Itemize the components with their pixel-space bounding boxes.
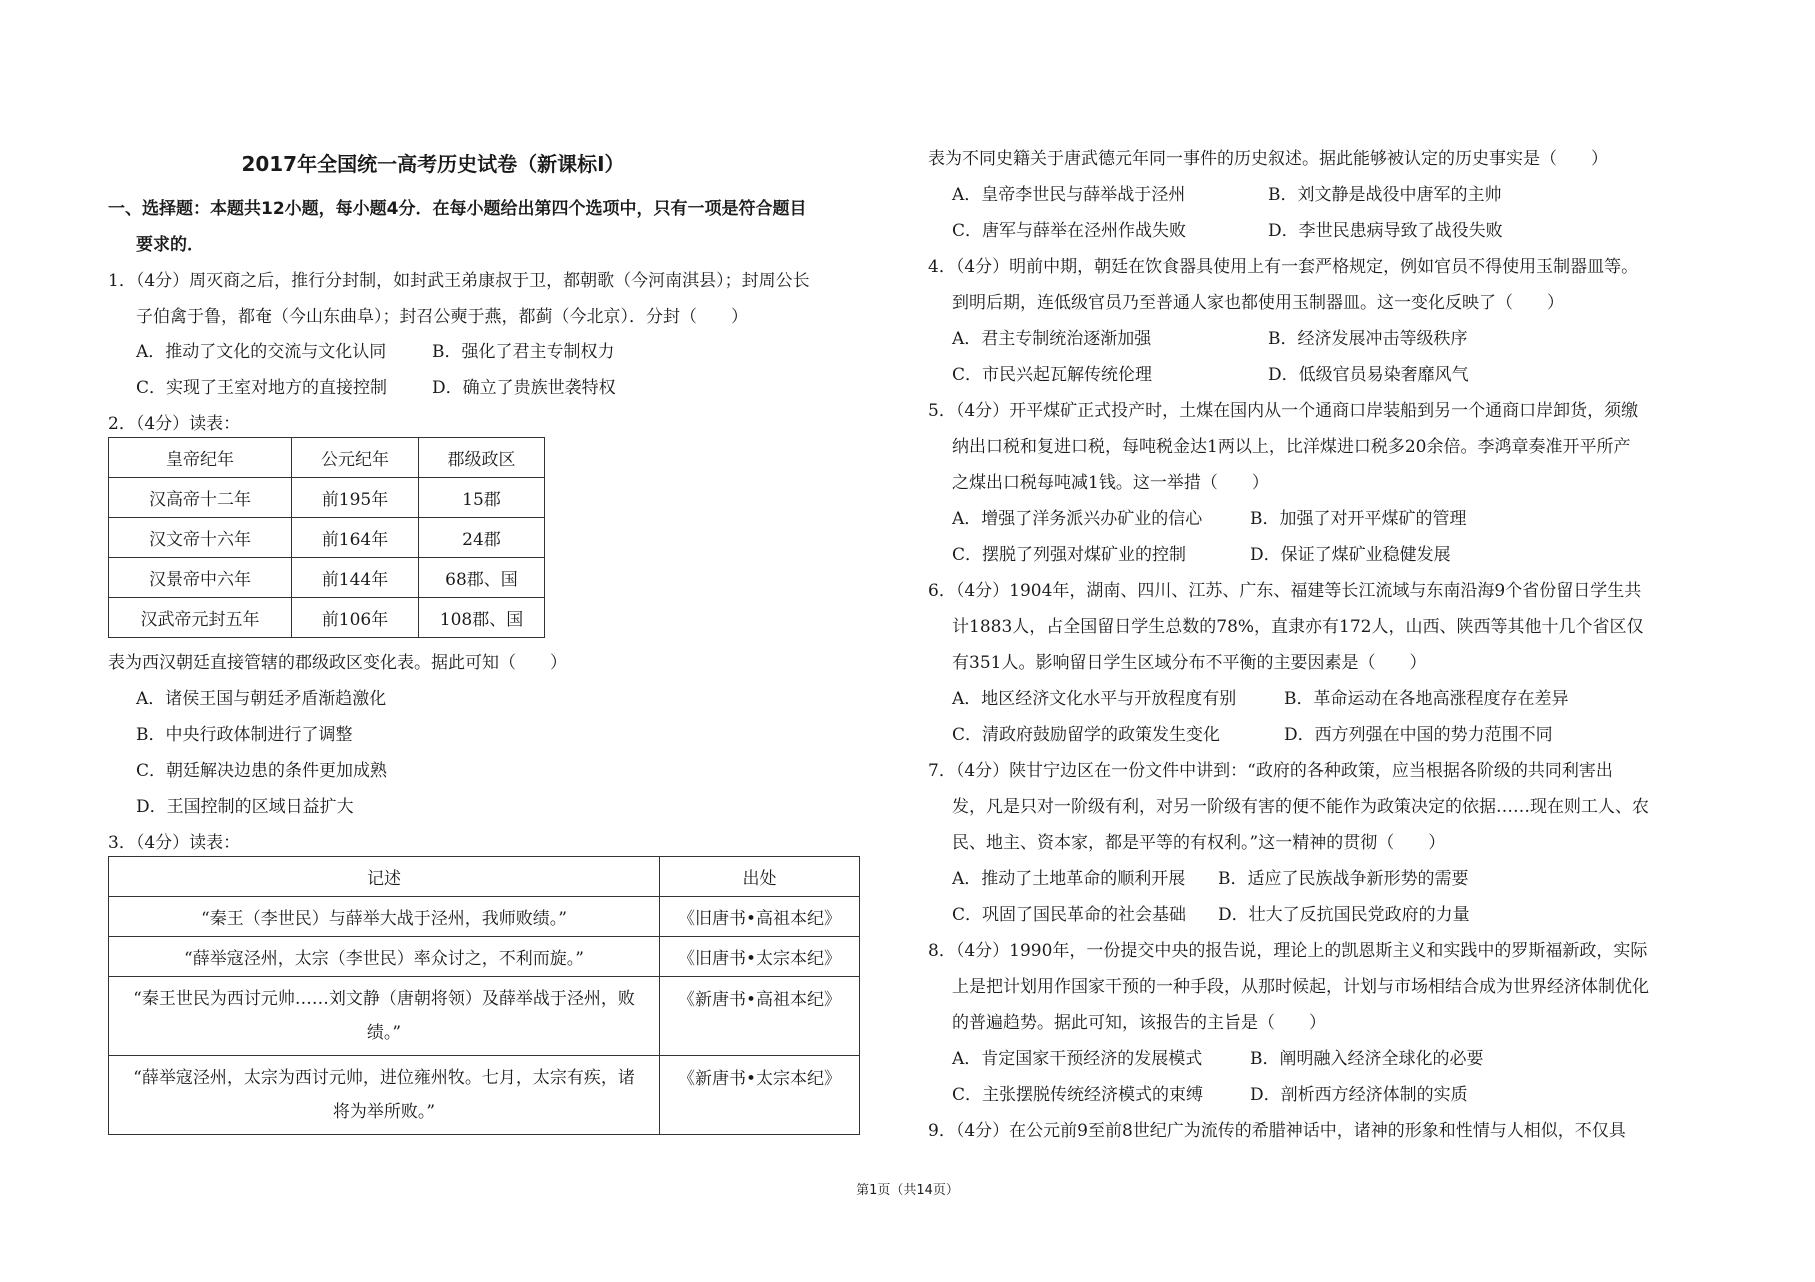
q4-option-c: C．市民兴起瓦解传统伦理	[952, 365, 1153, 385]
table-row	[109, 478, 545, 518]
q2-option-d: D．王国控制的区域日益扩大	[136, 797, 354, 817]
table-cell: 前144年	[292, 558, 419, 598]
table-header-cell: 记述	[109, 857, 660, 897]
q2-table	[108, 437, 545, 638]
q8-option-c: C．主张摆脱传统经济模式的束缚	[952, 1085, 1204, 1105]
table-cell: 《新唐书•太宗本纪》	[660, 1056, 860, 1135]
q4-stem-line1: 4．（4分）明前中期，朝廷在饮食器具使用上有一套严格规定，例如官员不得使用玉制器皿等。	[928, 257, 1639, 277]
q4-option-b: B．经济发展冲击等级秩序	[1268, 329, 1468, 349]
q7-stem-line3: 民、地主、资本家，都是平等的有权利。”这一精神的贯彻（ ）	[952, 833, 1446, 853]
q5-stem-line2: 纳出口税和复进口税，每吨税金达1两以上，比洋煤进口税多20余倍。李鸿章奏准开平所产	[952, 437, 1631, 457]
q5-option-d: D．保证了煤矿业稳健发展	[1250, 545, 1451, 565]
q1-stem-line2: 子伯禽于鲁，都奄（今山东曲阜）；封召公奭于燕，都蓟（今北京）．分封（ ）	[136, 307, 748, 327]
table-cell: 68郡、国	[419, 558, 545, 598]
q4-option-a: A．君主专制统治逐渐加强	[952, 329, 1152, 349]
quote-text-line2: 将为举所败。”	[332, 1102, 436, 1122]
table-header-row	[109, 857, 860, 897]
table-header-cell: 皇帝纪年	[109, 438, 292, 478]
q8-option-b: B．阐明融入经济全球化的必要	[1250, 1049, 1484, 1069]
table-header-cell: 郡级政区	[419, 438, 545, 478]
q8-option-a: A．肯定国家干预经济的发展模式	[952, 1049, 1203, 1069]
q2-option-b: B．中央行政体制进行了调整	[136, 725, 353, 745]
section-header-line1: 一、选择题：本题共12小题，每小题4分．在每小题给出第四个选项中，只有一项是符合题目	[108, 199, 807, 219]
q6-stem-line2: 计1883人，占全国留日学生总数的78%，直隶亦有172人，山西、陕西等其他十几个省区仅	[952, 617, 1644, 637]
table-row	[109, 937, 860, 977]
q3-option-a: A．皇帝李世民与薛举战于泾州	[952, 185, 1186, 205]
table-cell: 前164年	[292, 518, 419, 558]
q5-option-a: A．增强了洋务派兴办矿业的信心	[952, 509, 1203, 529]
table-row	[109, 598, 545, 638]
q7-option-d: D．壮大了反抗国民党政府的力量	[1218, 905, 1470, 925]
q5-stem-line1: 5．（4分）开平煤矿正式投产时，土煤在国内从一个通商口岸装船到另一个通商口岸卸货，须缴	[928, 401, 1639, 421]
q1-option-d: D．确立了贵族世袭特权	[432, 378, 616, 398]
table-header-cell: 公元纪年	[292, 438, 419, 478]
q1-option-a: A．推动了文化的交流与文化认同	[136, 342, 387, 362]
q1-option-c: C．实现了王室对地方的直接控制	[136, 378, 388, 398]
q4-stem-line2: 到明后期，连低级官员乃至普通人家也都使用玉制器皿。这一变化反映了（ ）	[952, 293, 1564, 313]
q2-option-c: C．朝廷解决边患的条件更加成熟	[136, 761, 388, 781]
page-title: 2017年全国统一高考历史试卷（新课标Ⅰ）	[241, 152, 625, 176]
table-cell: 《旧唐书•太宗本纪》	[660, 937, 860, 977]
q7-option-a: A．推动了土地革命的顺利开展	[952, 869, 1186, 889]
table-cell: 108郡、国	[419, 598, 545, 638]
table-header-cell: 出处	[660, 857, 860, 897]
table-cell	[109, 897, 660, 937]
table-cell: 前195年	[292, 478, 419, 518]
quote-text-line2: 绩。”	[366, 1023, 402, 1043]
q5-stem-line3: 之煤出口税每吨减1钱。这一举措（ ）	[952, 473, 1269, 493]
table-header-row	[109, 438, 545, 478]
table-cell: 汉武帝元封五年	[109, 598, 292, 638]
q5-option-b: B．加强了对开平煤矿的管理	[1250, 509, 1467, 529]
q9-stem-line1: 9．（4分）在公元前9至前8世纪广为流传的希腊神话中，诸神的形象和性情与人相似，不仅具	[928, 1121, 1626, 1141]
q3-option-d: D．李世民患病导致了战役失败	[1268, 221, 1503, 241]
table-row	[109, 1056, 860, 1135]
q7-option-c: C．巩固了国民革命的社会基础	[952, 905, 1187, 925]
q3-option-c: C．唐军与薛举在泾州作战失败	[952, 221, 1187, 241]
q8-stem-line1: 8．（4分）1990年，一份提交中央的报告说，理论上的凯恩斯主义和实践中的罗斯福新政，实际	[928, 941, 1648, 961]
q8-stem-line2: 上是把计划用作国家干预的一种手段，从那时候起，计划与市场相结合成为世界经济体制优化	[952, 977, 1649, 997]
table-cell: 《旧唐书•高祖本纪》	[660, 897, 860, 937]
table-cell: 24郡	[419, 518, 545, 558]
table-row	[109, 897, 860, 937]
table-cell: 汉景帝中六年	[109, 558, 292, 598]
page-footer: 第1页（共14页）	[856, 1183, 959, 1198]
table-row	[109, 977, 860, 1056]
q6-option-b: B．革命运动在各地高涨程度存在差异	[1284, 689, 1569, 709]
table-cell: 《新唐书•高祖本纪》	[660, 977, 860, 1056]
table-cell: 汉高帝十二年	[109, 478, 292, 518]
q2-intro: 2．（4分）读表：	[108, 414, 241, 434]
q3-option-b: B．刘文静是战役中唐军的主帅	[1268, 185, 1502, 205]
quote-text-line1: “薛举寇泾州，太宗为西讨元帅，进位雍州牧。七月，太宗有疾，诸	[133, 1068, 635, 1088]
q6-stem-line3: 有351人。影响留日学生区域分布不平衡的主要因素是（ ）	[952, 653, 1427, 673]
q6-option-d: D．西方列强在中国的势力范围不同	[1284, 725, 1553, 745]
q3-intro: 3．（4分）读表：	[108, 833, 241, 853]
q1-option-b: B．强化了君主专制权力	[432, 342, 615, 362]
q6-option-c: C．清政府鼓励留学的政策发生变化	[952, 725, 1221, 745]
q7-stem-line2: 发，凡是只对一阶级有利，对另一阶级有害的便不能作为政策决定的依据……现在则工人、农	[952, 797, 1649, 817]
q7-stem-line1: 7．（4分）陕甘宁边区在一份文件中讲到：“政府的各种政策，应当根据各阶级的共同利害出	[928, 761, 1613, 781]
q6-option-a: A．地区经济文化水平与开放程度有别	[952, 689, 1237, 709]
table-cell: 汉文帝十六年	[109, 518, 292, 558]
table-row	[109, 518, 545, 558]
q8-option-d: D．剖析西方经济体制的实质	[1250, 1085, 1468, 1105]
quote-text: “秦王（李世民）与薛举大战于泾州，我师败绩。”	[201, 909, 567, 929]
q3-table	[108, 856, 860, 1135]
q1-stem-line1: 1．（4分）周灭商之后，推行分封制，如封武王弟康叔于卫，都朝歌（今河南淇县）；封周公长	[108, 271, 810, 291]
table-cell	[109, 1056, 660, 1135]
q6-stem-line1: 6．（4分）1904年，湖南、四川、江苏、广东、福建等长江流域与东南沿海9个省份留日学生共	[928, 581, 1642, 601]
table-cell	[109, 937, 660, 977]
table-row	[109, 558, 545, 598]
q4-option-d: D．低级官员易染奢靡风气	[1268, 365, 1469, 385]
table-cell: 15郡	[419, 478, 545, 518]
quote-text-line1: “秦王世民为西讨元帅……刘文静（唐朝将领）及薛举战于泾州，败	[133, 989, 635, 1009]
q7-option-b: B．适应了民族战争新形势的需要	[1218, 869, 1469, 889]
section-header-line2: 要求的．	[136, 235, 204, 255]
q2-stem: 表为西汉朝廷直接管辖的郡级政区变化表。据此可知（ ）	[108, 653, 567, 673]
table-cell: 前106年	[292, 598, 419, 638]
q5-option-c: C．摆脱了列强对煤矿业的控制	[952, 545, 1187, 565]
quote-text: “薛举寇泾州，太宗（李世民）率众讨之，不利而旋。”	[184, 949, 584, 969]
q3-stem: 表为不同史籍关于唐武德元年同一事件的历史叙述。据此能够被认定的历史事实是（ ）	[928, 149, 1608, 169]
q8-stem-line3: 的普遍趋势。据此可知，该报告的主旨是（ ）	[952, 1013, 1326, 1033]
q2-option-a: A．诸侯王国与朝廷矛盾渐趋激化	[136, 689, 387, 709]
table-cell	[109, 977, 660, 1056]
